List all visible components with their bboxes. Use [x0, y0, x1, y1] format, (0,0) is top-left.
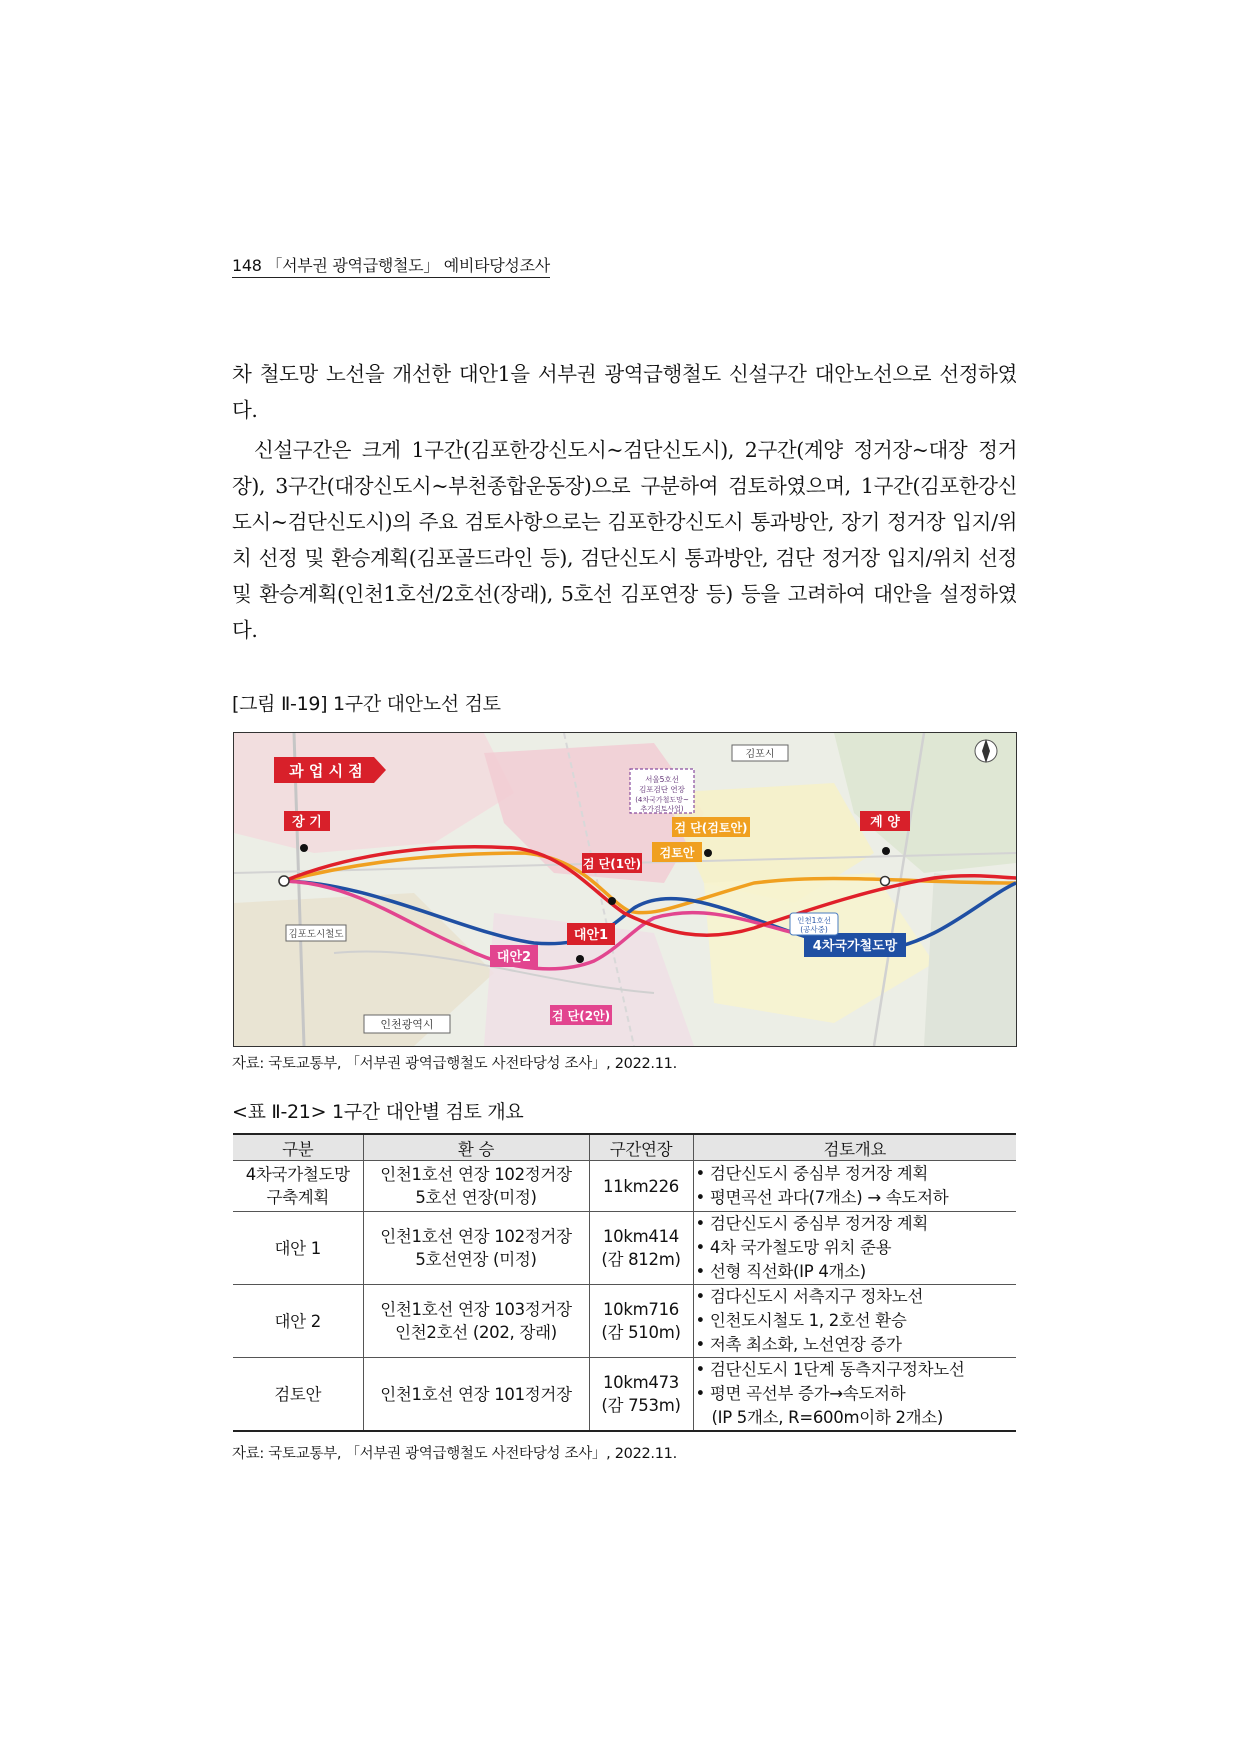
running-header: 148 「서부권 광역급행철도」 예비타당성조사: [232, 253, 550, 278]
cell-category: 대안 2: [233, 1285, 363, 1358]
cell-review: • 검단신도시 중심부 정거장 계획 • 4차 국가철도망 위치 준용 • 선형 직선화(IP 4개소): [693, 1212, 1016, 1285]
svg-text:대안2: 대안2: [496, 950, 532, 965]
label-start: [274, 757, 386, 783]
svg-text:계 양: 계 양: [870, 815, 900, 830]
cell-transfer: 인천1호선 연장 103정거장 인천2호선 (202, 장래): [363, 1285, 589, 1358]
table-header-row: [233, 1134, 1016, 1161]
col-header-review: 검토개요: [693, 1134, 1016, 1161]
table-row: [233, 1161, 1016, 1212]
figure-title: [그림 Ⅱ-19] 1구간 대안노선 검토: [232, 693, 501, 715]
svg-text:검 단(1안): 검 단(1안): [582, 857, 642, 871]
route-map: [233, 732, 1017, 1047]
label-line5: [630, 769, 694, 813]
route-map-svg: [234, 733, 1016, 1046]
body-text: [232, 356, 1017, 648]
label-alt1: [567, 923, 615, 945]
cell-review: • 검단신도시 중심부 정거장 계획 • 평면곡선 과다(7개소) → 속도저하: [693, 1161, 1016, 1212]
label-review: [652, 842, 702, 862]
cell-length: 10km473 (감 753m): [589, 1358, 693, 1432]
svg-text:인천1호선: 인천1호선: [797, 916, 831, 925]
svg-text:검토안: 검토안: [659, 846, 695, 860]
svg-text:(공사중): (공사중): [800, 925, 828, 934]
cell-transfer: 인천1호선 연장 102정거장 5호선연장 (미정): [363, 1212, 589, 1285]
svg-text:4차국가철도망: 4차국가철도망: [812, 939, 898, 954]
cell-transfer: 인천1호선 연장 101정거장: [363, 1358, 589, 1432]
svg-text:추가검토사업): 추가검토사업): [640, 805, 684, 813]
cell-category: 대안 1: [233, 1212, 363, 1285]
paragraph-2: 신설구간은 크게 1구간(김포한강신도시~검단신도시), 2구간(계양 정거장~대장 정거장), 3구간(대장신도시~부천종합운동장)으로 구분하여 검토하였으며, 1구간(김포한강신도시~검단신도시)의 주요 검토사항으로는 김포한강신도시 통과방안, 장기 정거장 입지/위치 선정 및 환승계획(김포골드라인 등), 검단신도시 통과방안, 검단 정거장 입지/위치 선정 및 환승계획(인천1호선/2호선(장래), 5호선 김포연장 등) 등을 고려하여 대안을 설정하였다.: [232, 438, 1017, 642]
svg-text:대안1: 대안1: [573, 928, 609, 943]
svg-text:김포시: 김포시: [745, 749, 775, 760]
cell-length: 11km226: [589, 1161, 693, 1212]
label-janggi: [284, 811, 330, 831]
label-geomdan-2: [550, 1005, 612, 1025]
label-incheon: [364, 1015, 450, 1033]
figure-source: 자료: 국토교통부, 「서부권 광역급행철도 사전타당성 조사」, 2022.11.: [232, 1056, 677, 1072]
cell-length: 10km414 (감 812m): [589, 1212, 693, 1285]
label-network4: [804, 933, 906, 957]
col-header-length: 구간연장: [589, 1134, 693, 1161]
svg-text:장 기: 장 기: [292, 815, 322, 830]
label-geomdan-1: [582, 853, 642, 873]
cell-category: 4차국가철도망 구축계획: [233, 1161, 363, 1212]
table-row: [233, 1285, 1016, 1358]
cell-transfer: 인천1호선 연장 102정거장 5호선 연장(미정): [363, 1161, 589, 1212]
label-gimpo: [732, 745, 788, 761]
label-gimpo-station: [286, 925, 346, 941]
svg-text:과 업 시 점: 과 업 시 점: [289, 762, 363, 780]
table-title: <표 Ⅱ-21> 1구간 대안별 검토 개요: [232, 1101, 524, 1123]
svg-text:김포도시철도: 김포도시철도: [288, 929, 344, 940]
label-incheon1: [790, 913, 838, 935]
compass-icon: [975, 739, 997, 763]
svg-text:검 단(검토안): 검 단(검토안): [674, 821, 748, 835]
label-gyeyang: [860, 811, 910, 831]
svg-text:서울5호선: 서울5호선: [645, 775, 679, 784]
label-geomdan-review: [672, 817, 750, 837]
svg-text:김포검단 연장: 김포검단 연장: [639, 785, 685, 794]
svg-text:(4차국가철도망~: (4차국가철도망~: [635, 796, 689, 804]
col-header-category: 구분: [233, 1134, 363, 1161]
review-table: [233, 1133, 1016, 1432]
cell-length: 10km716 (감 510m): [589, 1285, 693, 1358]
cell-review: • 검다신도시 서측지구 정차노선 • 인천도시철도 1, 2호선 환승 • 저촉 최소화, 노선연장 증가: [693, 1285, 1016, 1358]
svg-text:검 단(2안): 검 단(2안): [551, 1009, 611, 1023]
paragraph-1: 차 철도망 노선을 개선한 대안1을 서부권 광역급행철도 신설구간 대안노선으로 선정하였다.: [232, 362, 1017, 422]
table-row: [233, 1212, 1016, 1285]
label-alt2: [490, 945, 538, 967]
cell-category: 검토안: [233, 1358, 363, 1432]
svg-text:인천광역시: 인천광역시: [380, 1018, 434, 1031]
table-source: 자료: 국토교통부, 「서부권 광역급행철도 사전타당성 조사」, 2022.11.: [232, 1446, 677, 1462]
col-header-transfer: 환 승: [363, 1134, 589, 1161]
cell-review: • 검단신도시 1단계 동측지구정차노선 • 평면 곡선부 증가→속도저하 (IP 5개소, R=600m이하 2개소): [693, 1358, 1016, 1432]
table-row: [233, 1358, 1016, 1432]
